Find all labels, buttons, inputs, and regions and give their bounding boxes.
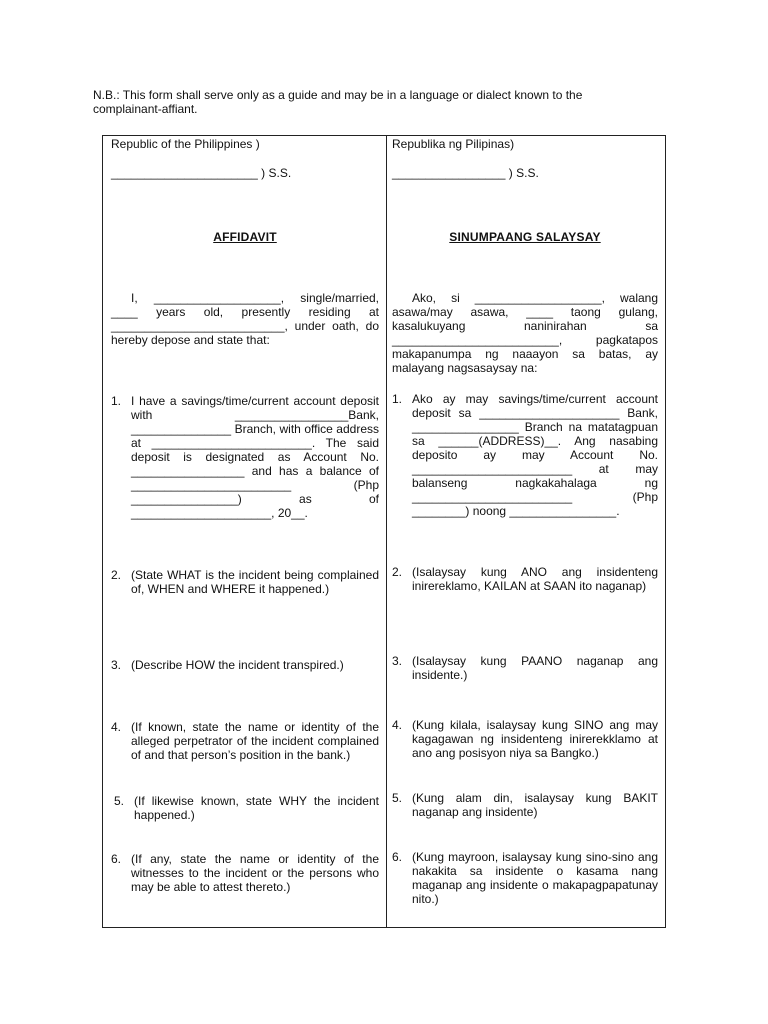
affidavit-title: AFFIDAVIT	[213, 230, 277, 244]
item-number: 1.	[392, 392, 403, 406]
list-item	[392, 392, 658, 518]
item-number: 4.	[392, 718, 403, 732]
item-number: 5.	[114, 794, 125, 808]
item-number: 3.	[392, 654, 403, 668]
list-item	[392, 654, 658, 682]
nb-line-1: N.B.: This form shall serve only as a guide and may be in a language or dialect known to the	[93, 88, 583, 102]
item-number: 5.	[392, 791, 403, 805]
item-number: 6.	[392, 850, 403, 864]
list-item	[111, 852, 379, 894]
ss-line: _________________ ) S.S.	[392, 166, 539, 180]
item-text: (Describe HOW the incident transpired.)	[131, 658, 344, 672]
item-text: (Kung kilala, isalaysay kung SINO ang may kagagawan ng insidenteng inirerekklamo at ano ang posisyon niya sa Bangko.)	[412, 718, 658, 760]
affidavit-form-table	[102, 135, 666, 928]
list-item	[111, 658, 379, 672]
item-text: (If known, state the name or identity of the alleged perpetrator of the incident complained of and that person’s position in the bank.)	[131, 720, 379, 762]
column-divider	[386, 136, 387, 927]
filipino-column	[392, 136, 658, 927]
item-number: 4.	[111, 720, 122, 734]
salaysay-title: SINUMPAANG SALAYSAY	[449, 230, 601, 244]
item-text: (If any, state the name or identity of the witnesses to the incident or the persons who may be able to attest thereto.)	[131, 852, 379, 894]
nb-line-2: complainant-affiant.	[93, 102, 198, 116]
item-text: Ako ay may savings/time/current account deposit sa _____________________ Bank, ________________ Branch na matatagpuan sa ______(ADDRESS)__. Ang nasabing deposito ay may Account No. ________________________ at may balanseng nagkakahalaga ng ________________________ (Php ________) noong ________________.	[412, 392, 658, 518]
intro-paragraph: Ako, si ___________________, walang asawa/may asawa, ____ taong gulang, kasalukuyang naninirahan sa _________________________, pagkatapos makapanumpa ng naaayon sa batas, ay malayang nagsasaysay na:	[392, 291, 658, 375]
republika-line: Republika ng Pilipinas)	[392, 137, 515, 151]
item-text: (Kung mayroon, isalaysay kung sino-sino ang nakakita sa insidente o kasama nang maganap ang insidente o makapagpapatunay nito.)	[412, 850, 658, 906]
item-text: (State WHAT is the incident being complained of, WHEN and WHERE it happened.)	[131, 568, 379, 596]
list-item	[392, 718, 658, 760]
list-item	[392, 791, 658, 819]
item-text: (If likewise known, state WHY the incident happened.)	[134, 794, 379, 822]
item-text: (Isalaysay kung ANO ang insidenteng inirereklamo, KAILAN at SAAN ito naganap)	[412, 565, 658, 593]
list-item	[111, 720, 379, 762]
list-item	[111, 568, 379, 596]
ss-line: ______________________ ) S.S.	[111, 166, 292, 180]
republic-line: Republic of the Philippines )	[111, 137, 260, 151]
intro-paragraph: I, ___________________, single/married, ____ years old, presently residing at __________________________, under oath, do hereby depose and state that:	[111, 291, 379, 347]
item-text: (Isalaysay kung PAANO naganap ang insidente.)	[412, 654, 658, 682]
item-number: 6.	[111, 852, 122, 866]
list-item	[111, 394, 379, 520]
english-column	[111, 136, 379, 927]
item-text: (Kung alam din, isalaysay kung BAKIT naganap ang insidente)	[412, 791, 658, 819]
item-number: 2.	[392, 565, 403, 579]
list-item	[392, 565, 658, 593]
item-text: I have a savings/time/current account deposit with _________________Bank, _______________ Branch, with office address at ________________________. The said deposit is designated as Account No. _________________ and has a balance of ________________________ (Php ________________) as of _____________________, 20__.	[131, 394, 379, 520]
item-number: 1.	[111, 394, 122, 408]
list-item	[114, 794, 379, 822]
item-number: 3.	[111, 658, 122, 672]
item-number: 2.	[111, 568, 122, 582]
list-item	[392, 850, 658, 906]
nb-note	[93, 88, 653, 116]
